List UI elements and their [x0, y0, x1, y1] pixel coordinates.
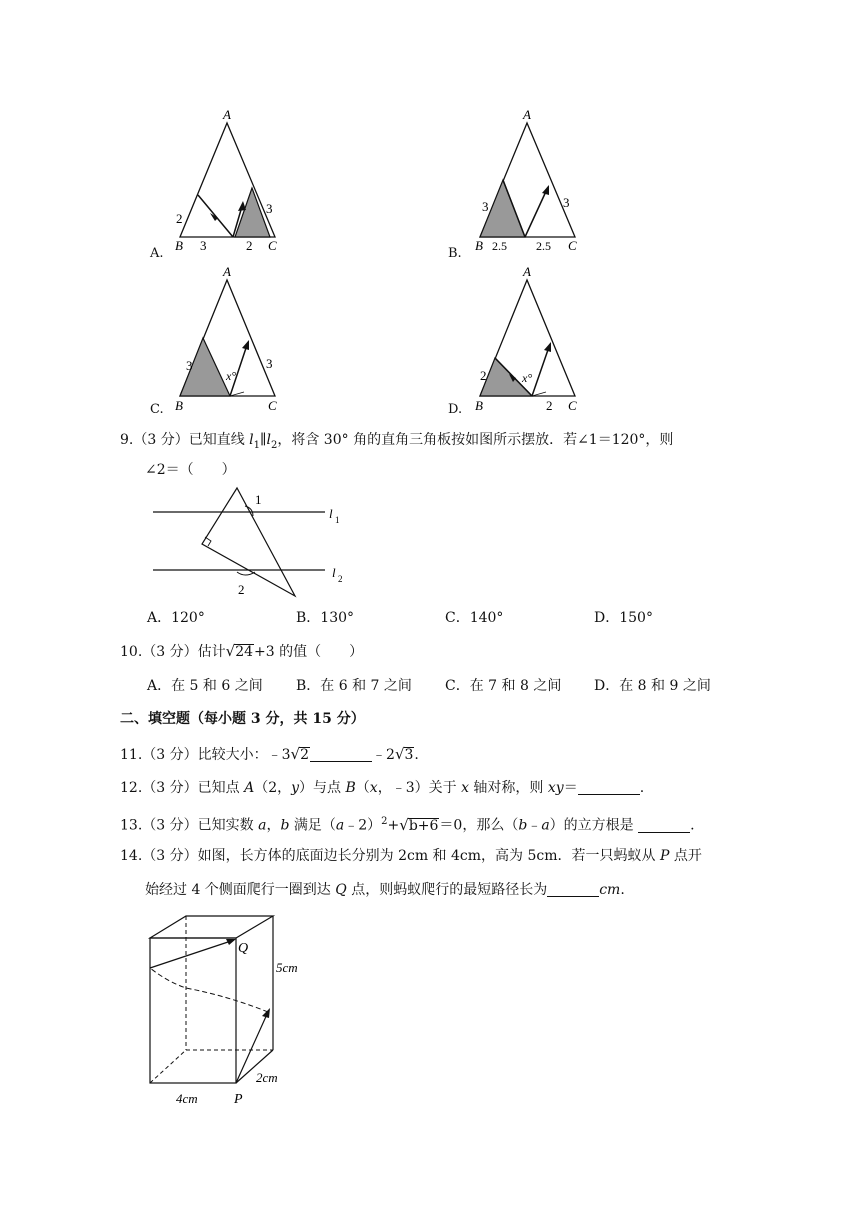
q10-stem: 10.（3 分）估计√24+3 的值（ ） — [120, 642, 364, 660]
q8-figure-a — [170, 105, 290, 255]
base-right-label: 2.5 — [536, 239, 551, 253]
left-side-label: 2 — [176, 211, 183, 226]
base-left-label: 3 — [200, 238, 207, 253]
vertex-c-label: C — [568, 398, 577, 412]
q9-line2: ∠2＝（ ） — [145, 462, 236, 478]
left-side-label: 2 — [480, 368, 487, 383]
q10-option-d: D．在 8 和 9 之间 — [594, 678, 711, 694]
depth-label: 2cm — [256, 1070, 278, 1085]
q9-line1: 9.（3 分）已知直线 $l_1\parallel l_2$，将含 30° 角的直角三角板按如图所示摆放．若∠1＝120°，则 — [120, 432, 674, 451]
q14-line2: 始经过 4 个侧面爬行一圈到达 Q 点，则蚂蚁爬行的最短路径长为 cm. — [145, 882, 625, 898]
q9-option-a: A．120° — [147, 610, 205, 626]
vertex-c-label: C — [268, 238, 277, 253]
q10-option-c: C．在 7 和 8 之间 — [445, 678, 562, 694]
option-b-letter: B. — [448, 246, 462, 261]
line-l2-label: l — [332, 565, 336, 580]
q11: 11.（3 分）比较大小：﹣3√2 ﹣2√3. — [120, 745, 419, 763]
vertex-c-label: C — [268, 398, 277, 412]
q9-option-c: C．140° — [445, 610, 504, 626]
right-side-label: 3 — [563, 195, 570, 210]
vertex-a-label: A — [223, 264, 231, 279]
q12: 12.（3 分）已知点 A（2，y）与点 B（x，﹣3）关于 x 轴对称，则 xy＝ . — [120, 780, 645, 796]
vertex-b-label: B — [175, 238, 183, 253]
right-side-label: 3 — [266, 356, 273, 371]
angle-2-label: 2 — [238, 582, 245, 597]
q14-cuboid-figure — [138, 908, 338, 1108]
q8-figure-b — [470, 105, 590, 255]
vertex-a-label: A — [523, 107, 531, 122]
q14-answer-blank[interactable] — [547, 882, 599, 897]
q10-option-a: A．在 5 和 6 之间 — [147, 678, 263, 694]
q8-figure-d — [470, 262, 590, 412]
left-side-label: 3 — [186, 358, 193, 373]
base-right-label: 2 — [546, 398, 553, 412]
q9-option-b: B．130° — [296, 610, 355, 626]
q12-answer-blank[interactable] — [578, 780, 640, 795]
q10-option-b: B．在 6 和 7 之间 — [296, 678, 412, 694]
point-q-label: Q — [238, 941, 249, 956]
q14-line1: 14.（3 分）如图，长方体的底面边长分别为 2cm 和 4cm，高为 5cm．若一只蚂蚁从 P 点开 — [120, 848, 702, 864]
line-l1-sub: 1 — [335, 515, 340, 525]
width-label: 4cm — [176, 1091, 198, 1106]
base-left-label: 2.5 — [492, 239, 507, 253]
left-side-label: 3 — [482, 199, 489, 214]
option-c-letter: C. — [150, 402, 164, 417]
angle-x-label: x° — [226, 369, 237, 383]
q9-figure — [145, 482, 365, 602]
q8-figure-c — [170, 262, 290, 412]
q11-answer-blank[interactable] — [310, 747, 372, 762]
vertex-c-label: C — [568, 238, 577, 253]
line-l2-sub: 2 — [338, 574, 343, 584]
vertex-a-label: A — [523, 264, 531, 279]
section-title: 二、填空题（每小题 3 分，共 15 分） — [120, 711, 365, 727]
line-l1-label: l — [329, 506, 333, 521]
q13: 13.（3 分）已知实数 a，b 满足（a﹣2）$^2$+√b+6＝0，那么（b﹣a）的立方根是 . — [120, 815, 695, 834]
vertex-b-label: B — [475, 398, 483, 412]
right-side-label: 3 — [266, 201, 273, 216]
q13-answer-blank[interactable] — [638, 818, 690, 833]
vertex-b-label: B — [475, 238, 483, 253]
base-right-label: 2 — [246, 238, 253, 253]
point-p-label: P — [234, 1092, 243, 1107]
angle-x-label: x° — [522, 371, 533, 385]
vertex-a-label: A — [223, 107, 231, 122]
q9-option-d: D．150° — [594, 610, 653, 626]
option-a-letter: A. — [150, 246, 164, 261]
height-label: 5cm — [276, 960, 298, 975]
angle-1-label: 1 — [255, 492, 262, 507]
vertex-b-label: B — [175, 398, 183, 412]
option-d-letter: D. — [448, 402, 463, 417]
